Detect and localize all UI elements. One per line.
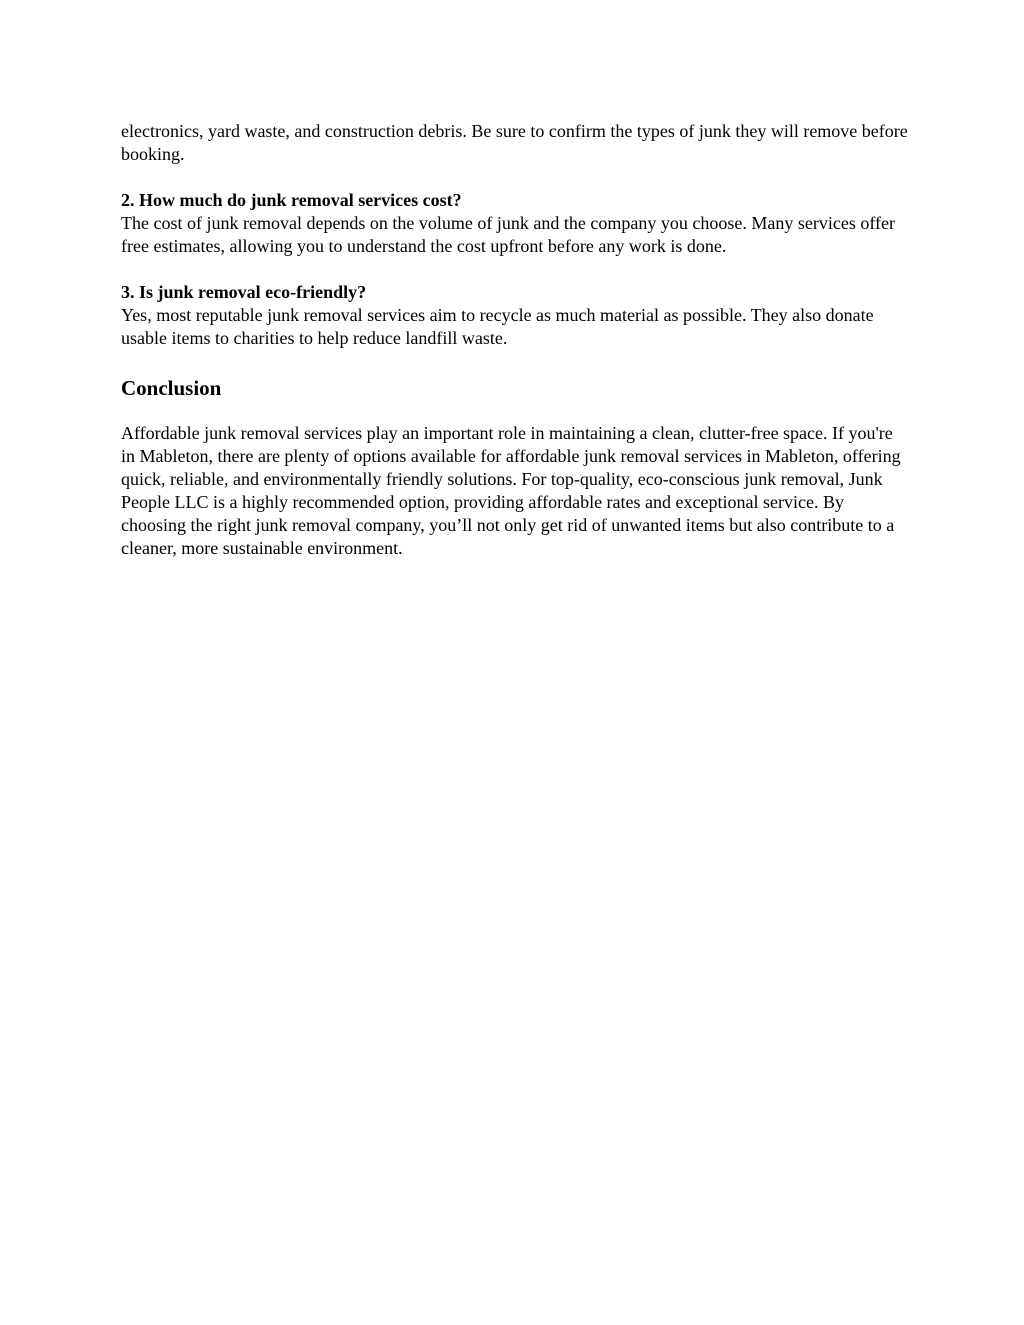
faq-question: 3. Is junk removal eco-friendly?	[121, 282, 367, 302]
faq-answer: The cost of junk removal depends on the volume of junk and the company you choose. Many services offer free estimates, allowing you to understand the cost upfront before any work is done.	[121, 213, 895, 256]
faq-answer: Yes, most reputable junk removal services aim to recycle as much material as possible. They also donate usable items to charities to help reduce landfill waste.	[121, 305, 874, 348]
conclusion-paragraph: Affordable junk removal services play an important role in maintaining a clean, clutter-free space. If you're in Mableton, there are plenty of options available for affordable junk removal services in Mableton, offering quick, reliable, and environmentally friendly solutions. For top-quality, eco-conscious junk removal, Junk People LLC is a highly recommended option, providing affordable rates and exceptional service. By choosing the right junk removal company, you’ll not only get rid of unwanted items but also contribute to a cleaner, more sustainable environment.	[121, 423, 901, 558]
faq-item-cost	[121, 189, 911, 258]
faq-item-eco-friendly	[121, 281, 911, 350]
faq-question: 2. How much do junk removal services cost?	[121, 190, 462, 210]
document-page	[121, 120, 911, 560]
intro-continued-paragraph: electronics, yard waste, and construction debris. Be sure to confirm the types of junk they will remove before booking.	[121, 121, 908, 164]
conclusion-heading: Conclusion	[121, 376, 222, 400]
